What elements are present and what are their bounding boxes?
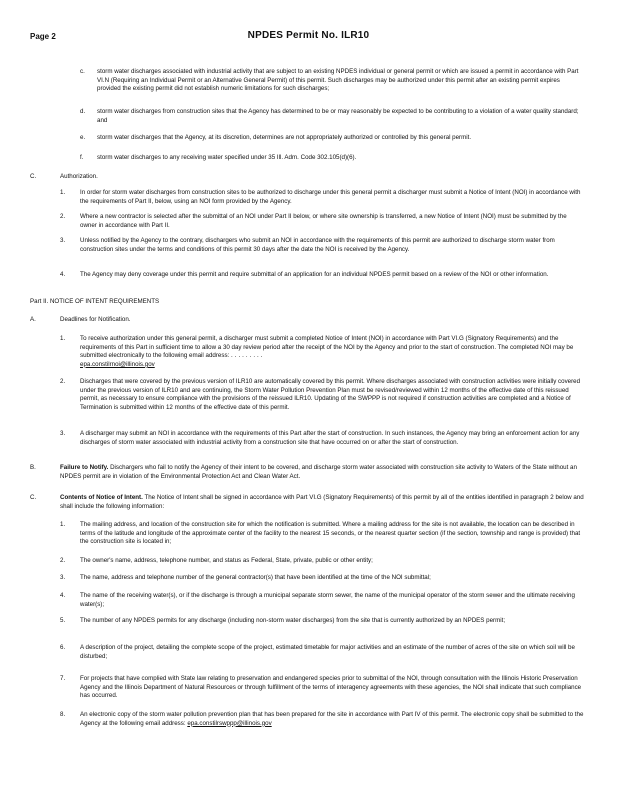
paragraph: The mailing address, and location of the construction site for which the notification is submitted. Where a mailing address for the site is not available, the location can be described in terms of the latitude and longitude of the approximate center of the facility to the nearest 15 seconds, or the nearest quarter section (if the section, township and range is provided) that the construction site is located in; xyxy=(80,521,581,546)
paragraph: storm water discharges to any receiving water specified under 35 Ill. Adm. Code 302.105(d)(6). xyxy=(97,154,357,161)
paragraph: Discharges that were covered by the previous version of ILR10 are automatically covered by this permit. Where discharges associated with construction activities were initially covered under the previous version of ILR10 and are continuing, the Storm Water Pollution Prevention Plan must be revised/reviewed within 12 months of the effective date of this reissued permit, as necessary to ensure compliance with the provisions of the reissued ILR10. Updating of the SWPPP is not required if construction activities are completed and a Notice of Termination is submitted within 12 months of the effective date of this permit. xyxy=(80,378,581,411)
permit-title: NPDES Permit No. ILR10 xyxy=(247,30,370,41)
paragraph: storm water discharges that the Agency, at its discretion, determines are not appropriately authorized or controlled by this general permit. xyxy=(97,134,472,141)
paragraph: For projects that have complied with State law relating to preservation and endangered species prior to submittal of the NOI, through consultation with the Illinois Historic Preservation Agency and the Illinois Department of Natural Resources or through fulfillment of the terms of interagency agreements with these agencies, the NOI shall indicate that such compliance has occurred. xyxy=(80,675,582,700)
section-marker: C. xyxy=(30,494,37,501)
paragraph: storm water discharges from construction sites that the Agency has determined to be or may reasonably be expected to be contributing to a violation of a water quality standard; and xyxy=(97,108,579,124)
paragraph: A description of the project, detailing the complete scope of the project, estimated timetable for major activities and an estimate of the number of acres of the site on which soil will be disturbed; xyxy=(80,644,575,660)
item-marker: 4. xyxy=(60,592,66,599)
item-marker: 5. xyxy=(60,617,66,624)
section-heading: Deadlines for Notification. xyxy=(60,316,131,323)
item-marker: 1. xyxy=(60,521,66,528)
paragraph: A discharger may submit an NOI in accordance with the requirements of this Part after the start of construction. In such instances, the Agency may bring an enforcement action for any discharges of storm water associated with industrial activity from a construction site that have occurred on or after the start of construction. xyxy=(80,430,580,446)
paragraph: Where a new contractor is selected after the submittal of an NOI under Part II below, or where site ownership is transferred, a new Notice of Intent (NOI) must be submitted by the owner in accordance with Part II. xyxy=(80,213,567,229)
item-marker: 2. xyxy=(60,213,66,220)
paragraph-text: The Notice of Intent shall be signed in accordance with Part VI.G (Signatory Requirements) of this permit by all of the entities identified in paragraph 2 below and shall include the following information: xyxy=(60,494,584,510)
paragraph: Unless notified by the Agency to the contrary, dischargers who submit an NOI in accordance with the requirements of this permit are authorized to discharge storm water from construction sites under the terms and conditions of this permit 30 days after the date the NOI is received by the Agency. xyxy=(80,237,555,253)
item-marker: 3. xyxy=(60,430,66,437)
paragraph: In order for storm water discharges from construction sites to be authorized to discharge under this general permit a discharger must submit a Notice of Intent (NOI) in accordance with the requirements of Part II, below, using an NOI form provided by the Agency. xyxy=(80,189,581,205)
section-marker: A. xyxy=(30,316,36,323)
paragraph xyxy=(80,335,585,369)
paragraph: The number of any NPDES permits for any discharge (including non-storm water discharges) from the site that is currently authorized by an NPDES permit; xyxy=(80,617,506,624)
item-marker: 3. xyxy=(60,574,66,581)
item-marker: 8. xyxy=(60,711,66,718)
section-marker: B. xyxy=(30,464,36,471)
item-marker: 3. xyxy=(60,237,66,244)
part-heading: Part II. NOTICE OF INTENT REQUIREMENTS xyxy=(30,298,160,305)
item-marker: 4. xyxy=(60,271,66,278)
paragraph-text: Dischargers who fail to notify the Agency of their intent to be covered, and discharge storm water associated with construction site activity to Waters of the State without an NPDES permit are in violation of the Environmental Protection Act and Clean Water Act. xyxy=(60,464,577,480)
paragraph: The owner's name, address, telephone number, and status as Federal, State, private, public or other entity; xyxy=(80,557,373,564)
paragraph xyxy=(80,711,585,728)
paragraph: storm water discharges associated with industrial activity that are subject to an existing NPDES individual or general permit or which are issued a permit in accordance with Part VI.N (Requiring an Individual Permit or an Alternative General Permit) of this permit. Such discharges may be authorized under this permit after an existing permit expires provided the existing permit did not establish numeric limitations for such discharges; xyxy=(97,68,579,93)
section-heading: Contents of Notice of Intent. xyxy=(60,494,143,501)
paragraph xyxy=(60,494,585,511)
item-marker: 1. xyxy=(60,189,66,196)
email-link[interactable]: epa.constilrswppp@illinois.gov xyxy=(187,719,272,727)
item-marker: c. xyxy=(80,68,85,75)
item-marker: d. xyxy=(80,108,86,115)
paragraph: The Agency may deny coverage under this permit and require submittal of an application for an individual NPDES permit based on a review of the NOI or other information. xyxy=(80,271,549,278)
paragraph: The name of the receiving water(s), or if the discharge is through a municipal separate storm sewer, the name of the municipal operator of the storm sewer and the ultimate receiving water(s); xyxy=(80,592,575,608)
item-marker: 7. xyxy=(60,675,66,682)
paragraph: The name, address and telephone number of the general contractor(s) that have been identified at the time of the NOI submittal; xyxy=(80,574,431,581)
email-link[interactable]: epa.constilrnoi@illinois.gov xyxy=(80,360,155,368)
item-marker: e. xyxy=(80,134,86,141)
item-marker: 6. xyxy=(60,644,66,651)
section-marker: C. xyxy=(30,173,37,180)
item-marker: 2. xyxy=(60,557,66,564)
paragraph xyxy=(60,464,585,481)
paragraph-text: An electronic copy of the storm water pollution prevention plan that has been prepared for the site in accordance with Part IV of this permit. The electronic copy shall be submitted to the Agency at the following email address: xyxy=(80,711,584,727)
item-marker: 1. xyxy=(60,335,66,342)
item-marker: 2. xyxy=(60,378,66,385)
page-number: Page 2 xyxy=(30,32,56,41)
section-heading: Authorization. xyxy=(60,173,98,180)
section-heading: Failure to Notify. xyxy=(60,464,109,471)
item-marker: f. xyxy=(80,154,84,161)
dot-leader: ......... xyxy=(231,352,265,360)
paragraph-text: To receive authorization under this general permit, a discharger must submit a completed Notice of Intent (NOI) in accordance with Part VI.G (Signatory Requirements) and the requirements of this Part in sufficient time to allow a 30 day review period after the receipt of the NOI by the Agency and prior to the start of construction. The completed NOI may be submitted electronically to the following email address: xyxy=(80,335,574,360)
